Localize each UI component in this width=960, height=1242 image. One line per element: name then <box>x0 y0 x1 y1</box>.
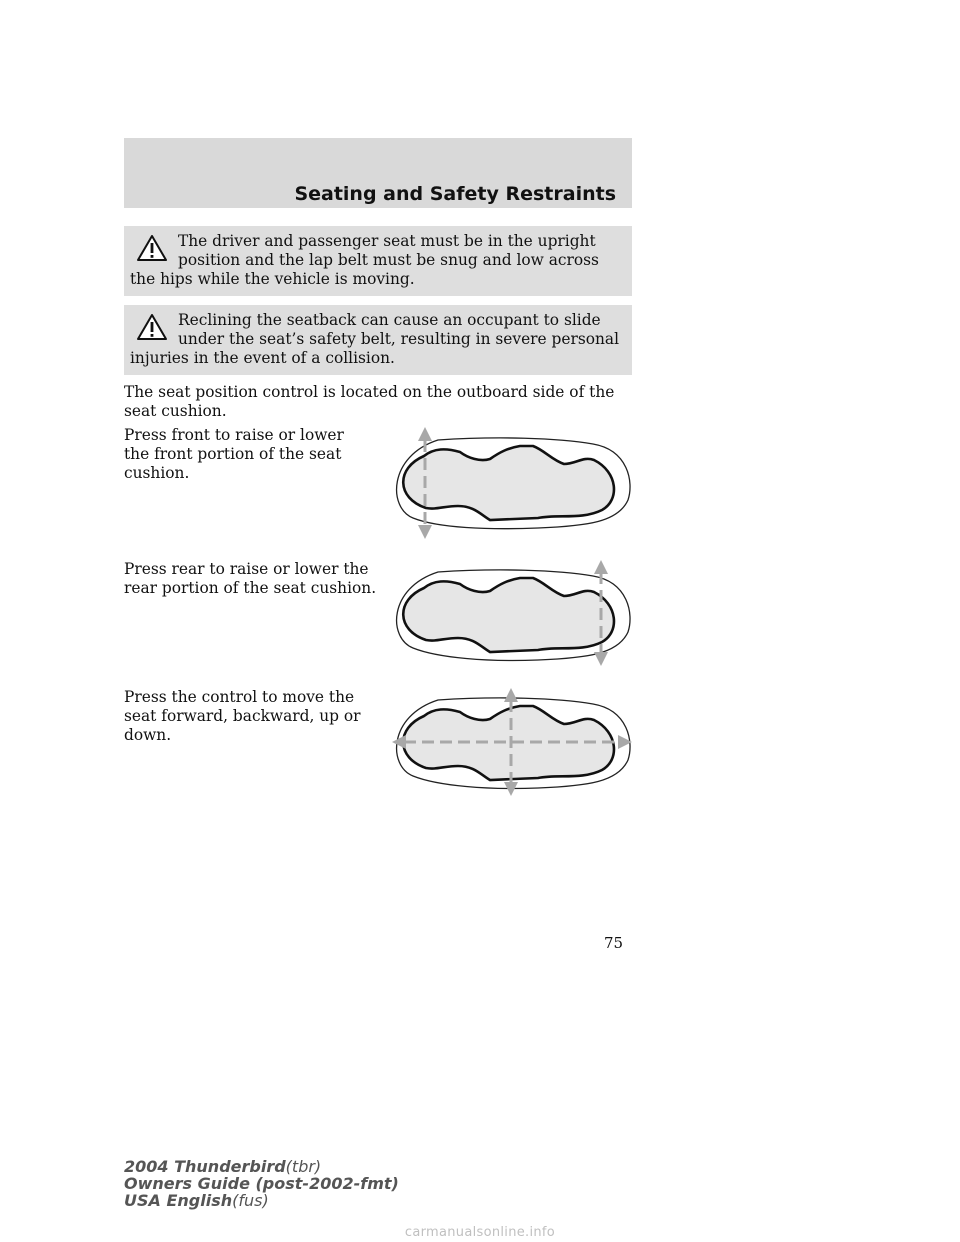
warning-triangle-icon <box>136 234 170 264</box>
warning-box-upright <box>124 226 632 296</box>
warning-triangle-icon <box>136 313 170 343</box>
warning-box-recline <box>124 305 632 375</box>
front-paragraph: Press front to raise or lower the front portion of the seat cushion. <box>124 426 344 482</box>
document-footer <box>124 1158 399 1209</box>
footer-language-code: (fus) <box>232 1191 269 1210</box>
intro-paragraph: The seat position control is located on the outboard side of the seat cushion. <box>124 383 615 420</box>
seat-control-rear-diagram <box>388 558 638 668</box>
footer-model-code: (tbr) <box>285 1157 322 1176</box>
seat-control-front-diagram <box>388 426 638 542</box>
footer-guide: Owners Guide (post-2002-fmt) <box>124 1174 399 1193</box>
footer-model: 2004 Thunderbird <box>124 1157 286 1176</box>
footer-language: USA English <box>124 1191 233 1210</box>
watermark: carmanualsonline.info <box>404 1225 556 1240</box>
rear-paragraph: Press rear to raise or lower the rear portion of the seat cushion. <box>124 560 377 597</box>
header-band <box>124 138 632 208</box>
section-title: Seating and Safety Restraints <box>294 183 616 205</box>
move-paragraph: Press the control to move the seat forward, backward, up or down. <box>124 688 361 744</box>
warning-text: The driver and passenger seat must be in the upright position and the lap belt must be snug and low across the hips while the vehicle is moving. <box>130 232 599 288</box>
seat-control-move-diagram <box>388 686 638 798</box>
warning-text: Reclining the seatback can cause an occupant to slide under the seat’s safety belt, resulting in severe personal injuries in the event of a collision. <box>130 311 620 367</box>
page-number: 75 <box>604 934 624 952</box>
